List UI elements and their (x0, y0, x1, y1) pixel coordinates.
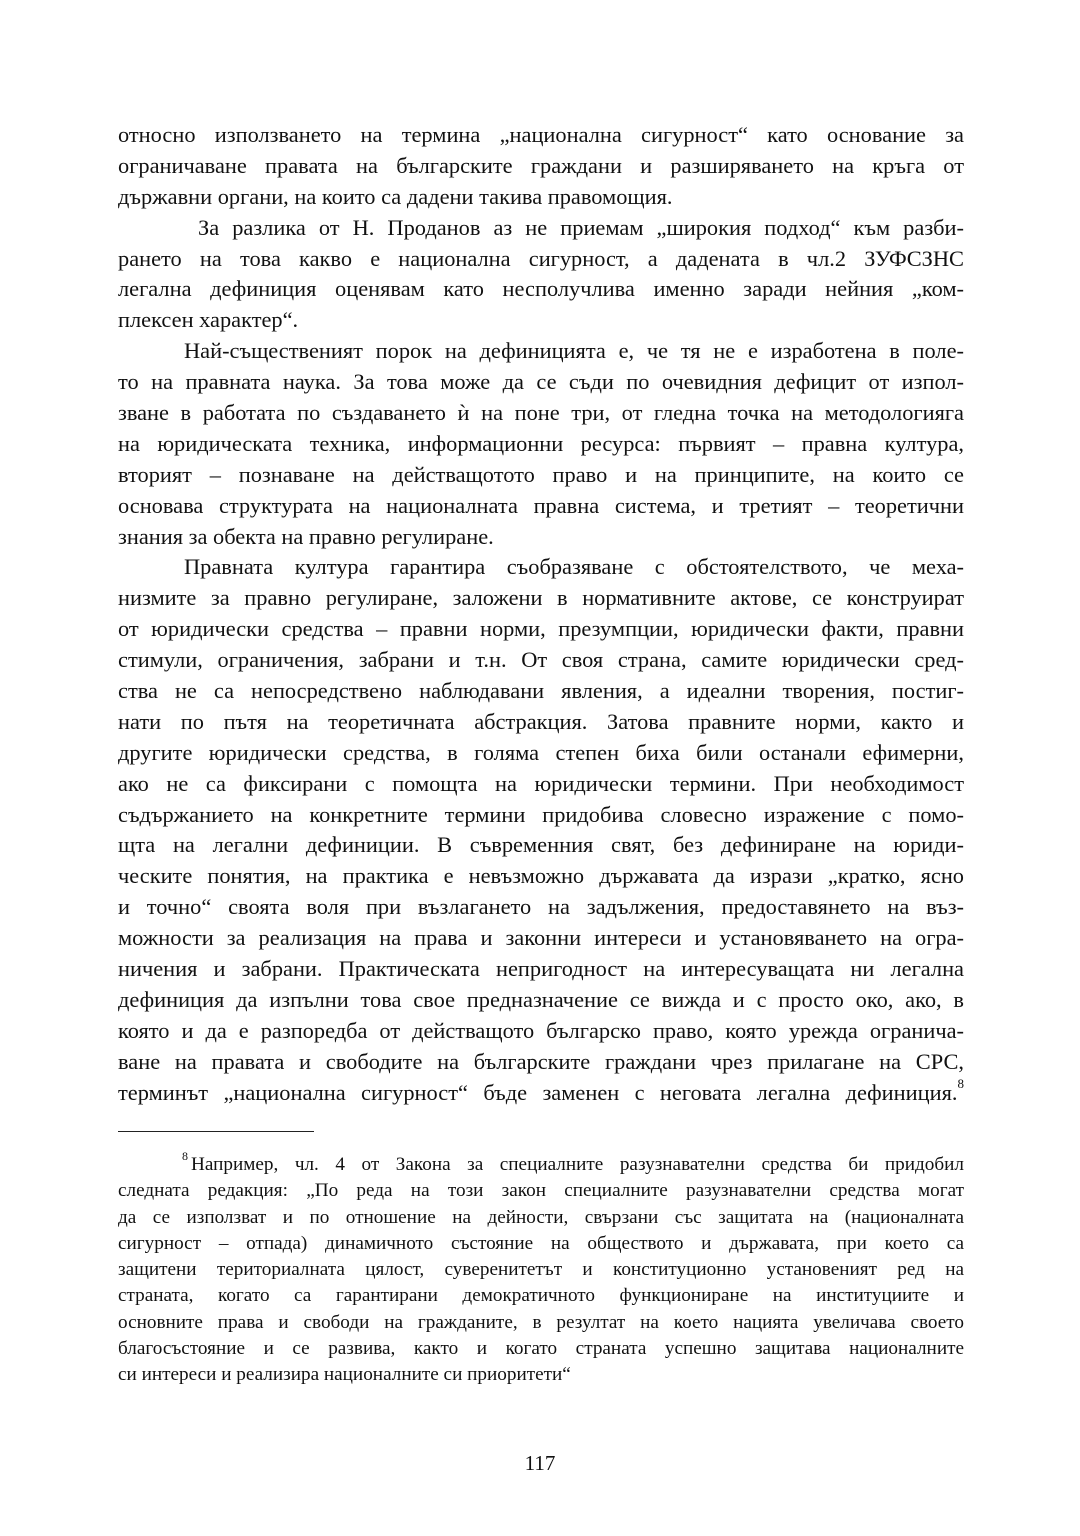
body-line: ако не са фиксирани с помощта на юридически термини. При необходимост (118, 770, 964, 796)
footnote-line: страната, когато са гарантирани демократичното функциониране на институциите и (118, 1285, 964, 1307)
body-line: държавни органи, на които са дадени такива правомощия. (118, 183, 673, 209)
footnote-line: си интереси и реализира националните си приоритети“ (118, 1364, 571, 1386)
footnote-separator (118, 1131, 314, 1132)
body-line: ческите понятия, на практика е невъзможно държавата да изрази „кратко, ясно (118, 863, 964, 889)
body-line: зване в работата по създаването ѝ на поне три, от гледна точка на методологияга (118, 400, 964, 426)
body-line: низмите за правно регулиране, заложени в нормативните актове, се конструират (118, 585, 964, 611)
body-line: За разлика от Н. Проданов аз не приемам „широкия подход“ към разби- (198, 214, 964, 240)
body-line: то на правната наука. За това може да се съди по очевидния дефицит от изпол- (118, 369, 964, 395)
footnote-line: следната редакция: „По реда на този закон специалните разузнавателни средства могат (118, 1180, 964, 1202)
page-number: 117 (524, 1451, 556, 1475)
footnote (118, 1149, 964, 1389)
body-line: щта на легални дефиниции. В съвременния свят, без дефиниране на юриди- (118, 832, 964, 858)
body-line: относно използването на термина „национална сигурност“ като основание за (118, 122, 964, 147)
footnote-line: основните права и свободи на гражданите, в резултат на което нацията увеличава своето (118, 1311, 964, 1333)
body-line: стимули, ограничения, забрани и т.н. От своя страна, самите юридически сред- (118, 647, 964, 673)
footnote-line (118, 1149, 964, 1178)
body-line: терминът „национална сигурност“ бъде заменен с неговата легална дефиниция.$^8$ (118, 1075, 964, 1105)
body-line: Правната култура гарантира съобразяване с обстоятелството, че меха- (184, 554, 964, 580)
body-line: ства не са непосредствено наблюдавани явления, а идеални творения, постиг- (118, 678, 964, 704)
body-line: ничения и забрани. Практическата непригодност на интересуващата ни легална (118, 956, 964, 982)
body-line: знания за обекта на правно регулиране. (118, 523, 494, 549)
body-line: основава структурата на националната правна система, и третият – теоретични (118, 492, 964, 518)
footnote-line: да се използват и по отношение на дейности, свързани със защитата на (националната (118, 1206, 964, 1228)
footnote-line: сигурност – отпада) динамичното състояние на обществото и държавата, при което са (118, 1232, 964, 1254)
body-line: дефиниция да изпълни това свое предназначение се вижда и с просто око, ако, в (118, 986, 964, 1012)
body-line: и точно“ своята воля при възлагането на задължения, предоставянето на въз- (118, 894, 964, 920)
body-line: ограничаване правата на българските граждани и разширяването на кръга от (118, 152, 964, 178)
body-line: съдържанието на конкретните термини придобива словесно изражение с помо- (118, 801, 964, 827)
body-line: плексен характер“. (118, 307, 299, 333)
body-line: която и да е разпоредба от действащото българско право, която урежда огранича- (118, 1017, 964, 1043)
footnote-line-text: Например, чл. 4 от Закона за специалните разузнавателни средства би придобил (191, 1154, 964, 1175)
body-line: нати по пътя на теоретичната абстракция. Затова правните норми, както и (118, 708, 964, 734)
body-line: вторият – познаване на действащотото право и на принципите, на които се (118, 461, 964, 487)
body-line: ване на правата и свободите на българските граждани чрез прилагане на СРС, (118, 1048, 964, 1074)
footnote-reference[interactable]: 8 (957, 1075, 964, 1091)
body-line: на юридическата техника, информационни ресурса: първият – правна култура, (118, 430, 964, 456)
body-line: другите юридически средства, в голяма степен биха били останали ефимерни, (118, 739, 964, 765)
footnote-line: благосъстояние и се развива, както и когато страната успешно защитава националните (118, 1338, 964, 1360)
footnote-line: защитени териториалната цялост, суверенитетът и конституционно установеният ред на (118, 1259, 964, 1281)
body-line: легална дефиниция оценявам като несполучлива именно заради нейния „ком- (118, 276, 964, 302)
body-line: Най-същественият порок на дефиницията е, че тя не е изработена в поле- (184, 338, 964, 364)
body-text (118, 120, 964, 1109)
body-line: от юридически средства – правни норми, презумпции, юридически факти, правни (118, 616, 964, 642)
body-line: рането на това какво е национална сигурност, а дадената в чл.2 ЗУФСЗНС (118, 245, 964, 271)
body-line: можности за реализация на права и законни интереси и установяването на огра- (118, 925, 964, 951)
footnote-mark: 8 (182, 1149, 188, 1163)
